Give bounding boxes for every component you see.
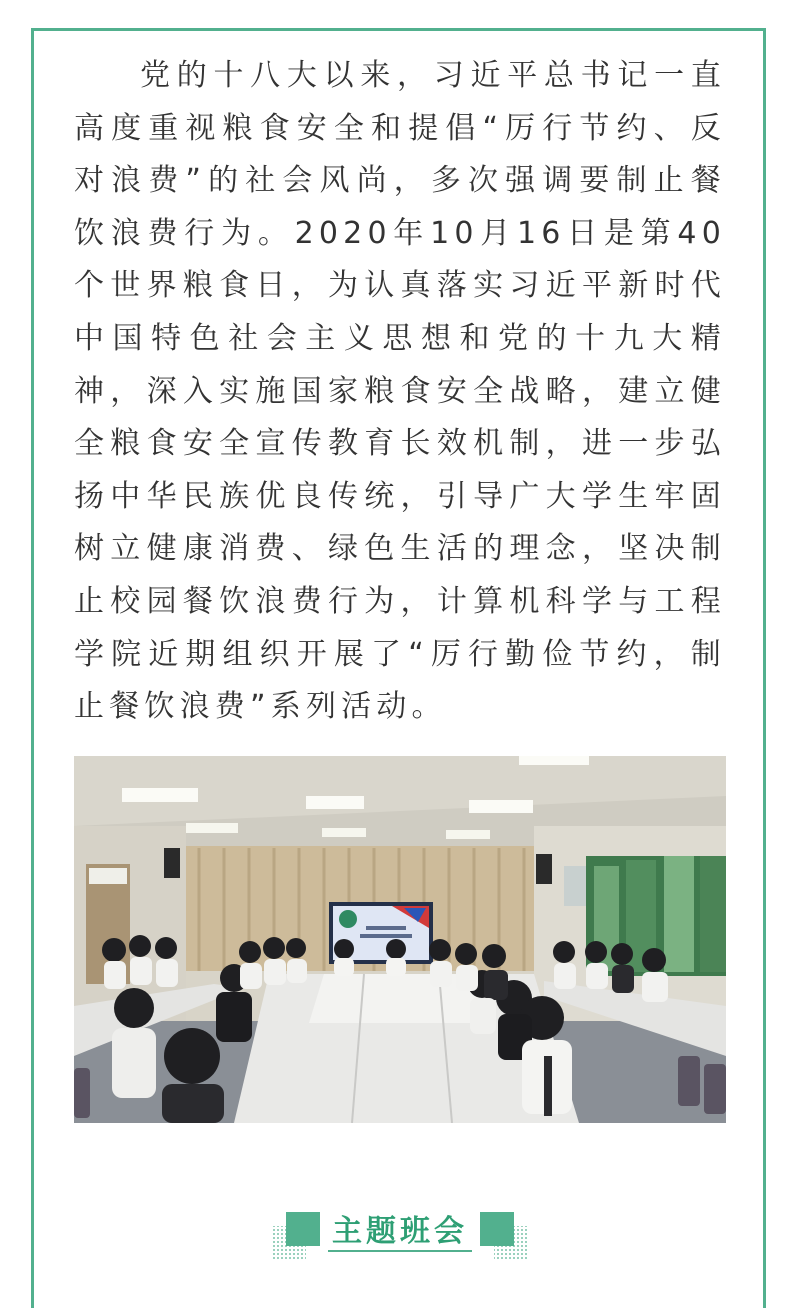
article-paragraph: 党的十八大以来，习近平总书记一直高度重视粮食安全和提倡“厉行节约、反对浪费”的社会风尚，多次强调要制止餐饮浪费行为。2020年10月16日是第40个世界粮食日，为认真落实习近平新时代中国特色社会主义思想和党的十九大精神，深入实施国家粮食安全战略，建立健全粮食安全宣传教育长效机制，进一步弘扬中华民族优良传统，引导广大学生牢固树立健康消费、绿色生活的理念，坚决制止校园餐饮浪费行为，计算机科学与工程学院近期组织开展了“厉行勤俭节约，制止餐饮浪费”系列活动。 bbox=[74, 58, 726, 725]
section-heading bbox=[0, 1196, 799, 1269]
right-square-decoration-icon bbox=[480, 1212, 528, 1260]
section-title: 主题班会 bbox=[332, 1214, 468, 1249]
meeting-photo bbox=[74, 756, 726, 1123]
section-title-underline bbox=[328, 1250, 472, 1252]
